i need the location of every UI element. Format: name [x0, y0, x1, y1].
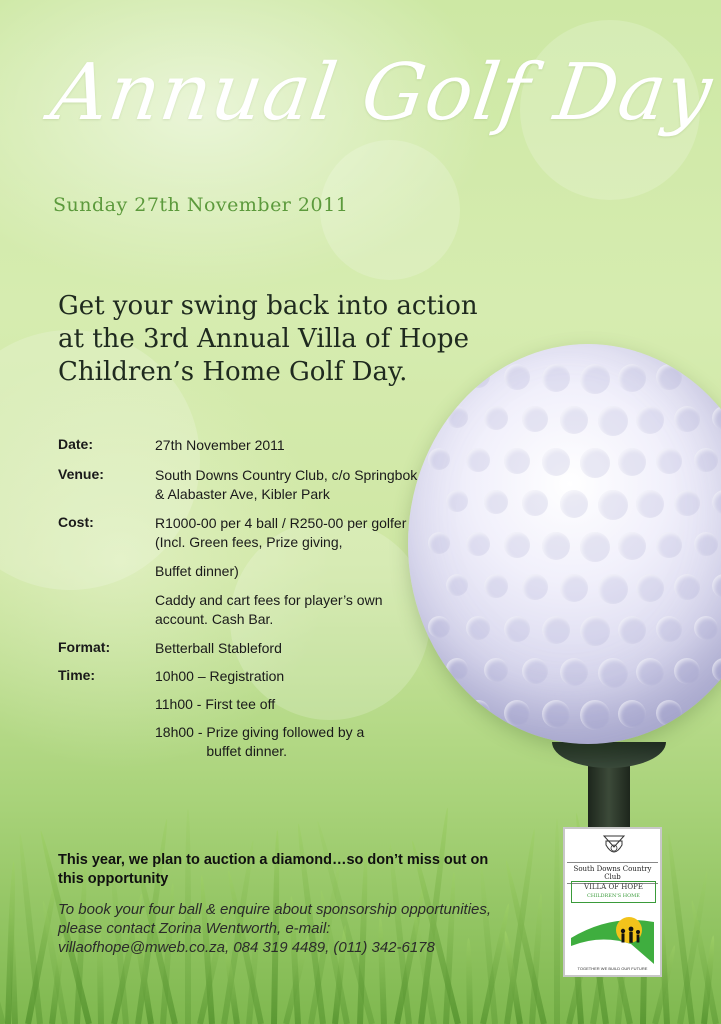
ball-dimple	[484, 406, 508, 430]
ball-dimple	[504, 616, 530, 642]
ball-dimple	[712, 574, 721, 598]
ball-dimple	[712, 658, 721, 682]
ball-dimple	[618, 700, 646, 728]
ball-dimple	[504, 448, 530, 474]
ball-dimple	[542, 616, 570, 644]
schedule-time: 18h00 -	[155, 724, 207, 740]
ball-dimple	[504, 700, 530, 726]
poster-title: Annual Golf Day	[46, 48, 718, 138]
cost-line: Buffet dinner)	[155, 563, 239, 579]
grass-blade	[554, 819, 560, 1024]
venue-label: Venue:	[58, 466, 104, 482]
schedule-line: 10h00 – Registration	[155, 668, 285, 684]
ball-dimple	[656, 532, 682, 558]
ball-dimple	[466, 700, 490, 724]
ball-dimple	[428, 700, 450, 722]
ball-dimple	[618, 364, 646, 392]
club-name: South Downs Country Club	[567, 862, 658, 884]
cost-line: (Incl. Green fees, Prize giving,	[155, 534, 343, 550]
ball-dimple	[598, 406, 628, 436]
detail-row-time	[58, 667, 428, 761]
family-sun-icon	[571, 904, 654, 964]
ball-dimple	[694, 616, 718, 640]
tee-cup	[552, 742, 666, 768]
ball-dimple	[694, 700, 718, 724]
ball-dimple	[484, 490, 508, 514]
ball-dimple	[560, 658, 588, 686]
ball-dimple	[636, 574, 664, 602]
ball-dimple	[542, 700, 570, 728]
org-subtitle: CHILDREN'S HOME	[587, 893, 640, 899]
ball-dimple	[560, 574, 588, 602]
golf-ball-image	[408, 344, 721, 744]
intro-line: at the 3rd Annual Villa of Hope	[58, 324, 469, 354]
ball-dimple	[522, 490, 548, 516]
villa-of-hope-box	[571, 881, 656, 903]
time-value	[155, 667, 425, 761]
ball-dimple	[656, 448, 682, 474]
cost-label: Cost:	[58, 514, 94, 530]
ball-dimple	[712, 490, 721, 514]
ball-dimple	[522, 406, 548, 432]
ball-dimple	[694, 448, 718, 472]
ball-dimple	[446, 658, 468, 680]
cost-line: R1000-00 per 4 ball / R250-00 per golfer	[155, 515, 407, 531]
ball-dimple	[598, 658, 628, 688]
ball-dimple	[712, 406, 721, 430]
ball-dimple	[598, 574, 628, 604]
format-label: Format:	[58, 639, 111, 655]
ball-dimple	[542, 448, 570, 476]
date-value: 27th November 2011	[155, 437, 285, 453]
ball-dimple	[636, 406, 664, 434]
schedule-line	[155, 723, 425, 761]
intro-line: Children’s Home Golf Day.	[58, 357, 408, 387]
event-details	[58, 436, 428, 761]
ball-dimple	[428, 532, 450, 554]
ball-dimple	[580, 532, 610, 562]
detail-row-date	[58, 436, 428, 455]
cost-line: Caddy and cart fees for player’s own account. Cash Bar.	[155, 592, 383, 627]
ball-dimple	[504, 532, 530, 558]
ball-dimple	[694, 364, 718, 388]
detail-row-venue	[58, 466, 428, 504]
detail-row-format	[58, 639, 428, 658]
ball-dimple	[446, 406, 468, 428]
grass-blade	[665, 833, 694, 1024]
ball-dimple	[618, 448, 646, 476]
ball-dimple	[580, 616, 610, 646]
logo-artwork	[571, 904, 654, 964]
ball-dimple	[636, 490, 664, 518]
ball-dimple	[656, 700, 682, 726]
date-label: Date:	[58, 436, 94, 452]
ball-dimple	[466, 364, 490, 388]
ball-dimple	[674, 490, 700, 516]
ball-dimple	[466, 532, 490, 556]
ball-dimple	[694, 532, 718, 556]
ball-dimple	[656, 364, 682, 390]
event-date-subtitle: Sunday 27th November 2011	[53, 194, 349, 216]
ball-dimple	[674, 658, 700, 684]
ball-dimple	[636, 658, 664, 686]
schedule-text: Prize giving followed by a buffet dinner.	[206, 724, 365, 759]
ball-dimple	[428, 616, 450, 638]
ball-dimple	[522, 658, 548, 684]
ball-dimple	[428, 448, 450, 470]
sponsor-logo	[563, 827, 662, 977]
ball-dimple	[618, 616, 646, 644]
ball-dimple	[598, 490, 628, 520]
ball-dimple	[484, 574, 508, 598]
logo-tagline: TOGETHER WE BUILD OUR FUTURE	[577, 966, 648, 971]
ball-dimple	[504, 364, 530, 390]
ball-dimple	[580, 364, 610, 394]
ball-dimple	[446, 574, 468, 596]
ball-dimple	[466, 616, 490, 640]
ball-dimple	[618, 532, 646, 560]
cost-value	[155, 514, 425, 629]
schedule-line: 11h00 - First tee off	[155, 696, 276, 712]
intro-line: Get your swing back into action	[58, 291, 478, 321]
ball-dimple	[446, 490, 468, 512]
ball-dimple	[542, 364, 570, 392]
ball-dimple	[522, 574, 548, 600]
ball-dimple	[656, 616, 682, 642]
ball-dimple	[580, 700, 610, 730]
ball-dimple	[674, 406, 700, 432]
auction-notice: This year, we plan to auction a diamond…so don’t miss out on this opportunity	[58, 852, 489, 887]
booking-contact: To book your four ball & enquire about sponsorship opportunities, please contact Zorina Wentworth, e-mail: villaofhope@mweb.co.za, 084 319 4489, (011) 342-6178	[58, 901, 492, 956]
ball-dimple	[542, 532, 570, 560]
ball-dimple	[560, 490, 588, 518]
ball-dimple	[674, 574, 700, 600]
ball-dimple	[466, 448, 490, 472]
ball-dimple	[428, 364, 450, 386]
venue-value: South Downs Country Club, c/o Springbok & Alabaster Ave, Kibler Park	[155, 467, 418, 502]
club-crest-icon	[601, 833, 627, 859]
time-label: Time:	[58, 667, 96, 683]
ball-dimple	[560, 406, 588, 434]
ball-dimple	[580, 448, 610, 478]
detail-row-cost	[58, 514, 428, 629]
org-name: VILLA OF HOPE	[584, 883, 643, 891]
ball-dimple	[484, 658, 508, 682]
format-value: Betterball Stableford	[155, 640, 282, 656]
